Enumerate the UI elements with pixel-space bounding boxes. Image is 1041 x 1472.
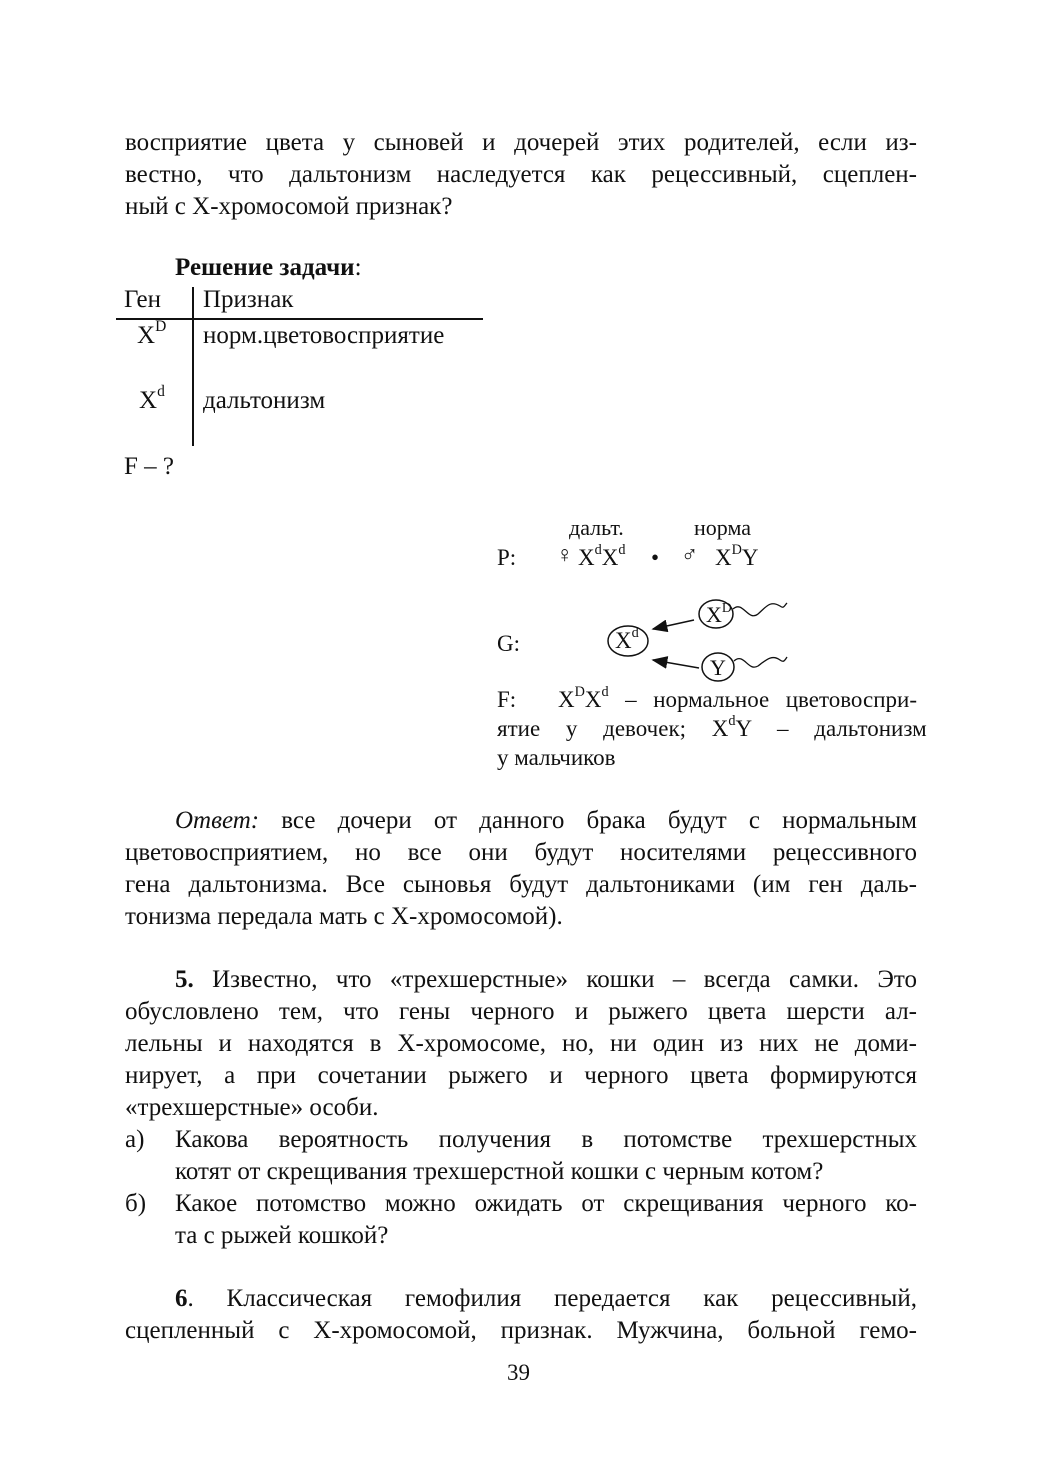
answer-paragraph: Ответ: все дочери от данного брака будут с нормальным цветовосприятием, но все они будут носителями рецессивного гена дальтонизма. Все сыновья будут дальтониками (им ген даль- тонизма передала мать с Х-хромосомой). bbox=[125, 805, 917, 933]
gamete-father-y: Y bbox=[710, 655, 726, 680]
col-trait-header: Признак bbox=[203, 286, 294, 313]
gene-Xd: $X^d$ bbox=[139, 383, 165, 414]
label-P: P: bbox=[497, 545, 517, 570]
mother-genotype: $X^dX^d$ bbox=[578, 542, 626, 570]
f-line-2: ятие у девочек; $X^dY$ – дальтонизм bbox=[497, 713, 927, 741]
sperm-tail-2 bbox=[734, 657, 787, 667]
label-G: G: bbox=[497, 631, 520, 656]
gamete-mother: $X^d$ bbox=[615, 625, 639, 653]
label-mother-phenotype: дальт. bbox=[569, 515, 624, 540]
task-6-line: сцепленный с Х-хромосомой, признак. Мужчина, больной гемо- bbox=[125, 1317, 917, 1344]
father-genotype: $X^DY$ bbox=[715, 542, 759, 570]
list-marker: б) bbox=[125, 1190, 147, 1217]
page-number: 39 bbox=[507, 1360, 530, 1385]
female-symbol-icon: ♀ bbox=[556, 542, 574, 567]
intro-line: ный с Х-хромосомой признак? bbox=[125, 193, 453, 220]
arrow-y-to-egg bbox=[653, 660, 699, 668]
question-F: F – ? bbox=[124, 453, 174, 480]
book-page: восприятие цвета у сыновей и дочерей этих родителей, если из- вестно, что дальтонизм наследуется как рецессивный, сцеплен- ный с Х-хромосомой признак? Решение задачи: Ген Признак $X^D$ норм.цветовосприятие $X^d$ дальтонизм F – ? дальт. норма P: ♀ $X^dX^d$ • ♂ $X^DY$ G: $X^d$ $X^D$ Y F: $X^DX^d$ – нормальное цветовоспри- ятие у девочек; $X^dY$ – дальтонизм у мальчиков Ответ: все дочери от данного брака будут с нормальным цветовосприятием, но все они будут носителями рецессивного гена дальтонизма. Все сыновья будут дальтониками (им ген даль- тонизма передала мать с Х-хромосомой). 5. Известно, что «трехшерстные» кошки – всегда самки. Это обусловлено тем, что гены черного и рыжего цвета шерсти ал- лельны и находятся в Х-хромосоме, но, ни один из них не доми- нирует, а при сочетании рыжего и черного цвета формируются «трехшерстные» особи. а) Какова вероятность получения в потомстве трехшерстных котят от скрещивания трехшерстной кошки с черным котом? б) Какое потомство можно ожидать от скрещивания черного ко- та с рыжей кошкой? 6. Классическая гемофилия передается как рецессивный, сцепленный с Х-хромосомой, признак. Мужчина, больной гемо- 39 bbox=[0, 0, 1041, 1472]
sperm-tail-1 bbox=[733, 603, 787, 616]
solution-heading: Решение задачи: bbox=[175, 254, 362, 281]
task-5-line: «трехшерстные» особи. bbox=[125, 1094, 379, 1121]
trait-colorblind: дальтонизм bbox=[203, 387, 326, 414]
label-F: F: bbox=[497, 687, 517, 712]
task-6-paragraph: 6. Классическая гемофилия передается как рецессивный, сцепленный с Х-хромосомой, признак. Мужчина, больной гемо- bbox=[125, 1283, 917, 1347]
gamete-father-x: $X^D$ bbox=[706, 599, 732, 627]
list-marker: а) bbox=[125, 1126, 145, 1153]
cross-dot-icon: • bbox=[651, 545, 660, 570]
arrow-xd-to-egg bbox=[653, 620, 694, 629]
task-5-line: нирует, а при сочетании рыжего и черного цвета формируются bbox=[125, 1062, 917, 1089]
intro-line: вестно, что дальтонизм наследуется как рецессивный, сцеплен- bbox=[125, 161, 917, 188]
f-line-3: у мальчиков bbox=[497, 745, 616, 770]
gene-XD: $X^D$ bbox=[137, 318, 167, 349]
task-5-paragraph: 5. Известно, что «трехшерстные» кошки – всегда самки. Это обусловлено тем, что гены черного и рыжего цвета шерсти ал- лельны и находятся в Х-хромосоме, но, ни один из них не доми- нирует, а при сочетании рыжего и черного цвета формируются «трехшерстные» особи. bbox=[125, 964, 917, 1124]
answer-line: цветовосприятием, но все они будут носителями рецессивного bbox=[125, 839, 917, 866]
answer-line: гена дальтонизма. Все сыновья будут дальтониками (им ген даль- bbox=[125, 871, 917, 898]
task-5-number: 5. bbox=[175, 966, 194, 993]
trait-normal: норм.цветовосприятие bbox=[203, 322, 445, 349]
task-6-number: 6 bbox=[175, 1285, 188, 1312]
col-gene-header: Ген bbox=[124, 286, 162, 313]
label-father-phenotype: норма bbox=[694, 515, 751, 540]
intro-line: восприятие цвета у сыновей и дочерей этих родителей, если из- bbox=[125, 129, 917, 156]
answer-line: тонизма передала мать с Х-хромосомой). bbox=[125, 903, 563, 930]
male-symbol-icon: ♂ bbox=[681, 542, 699, 567]
gamete-diagram bbox=[0, 0, 1041, 700]
task-5-line: обусловлено тем, что гены черного и рыжего цвета шерсти ал- bbox=[125, 998, 917, 1025]
f-line-1: $X^DX^d$ – нормальное цветовоспри- bbox=[558, 684, 917, 712]
answer-label: Ответ: bbox=[175, 807, 260, 834]
task-5-line: лельны и находятся в Х-хромосоме, но, ни один из них не доми- bbox=[125, 1030, 917, 1057]
